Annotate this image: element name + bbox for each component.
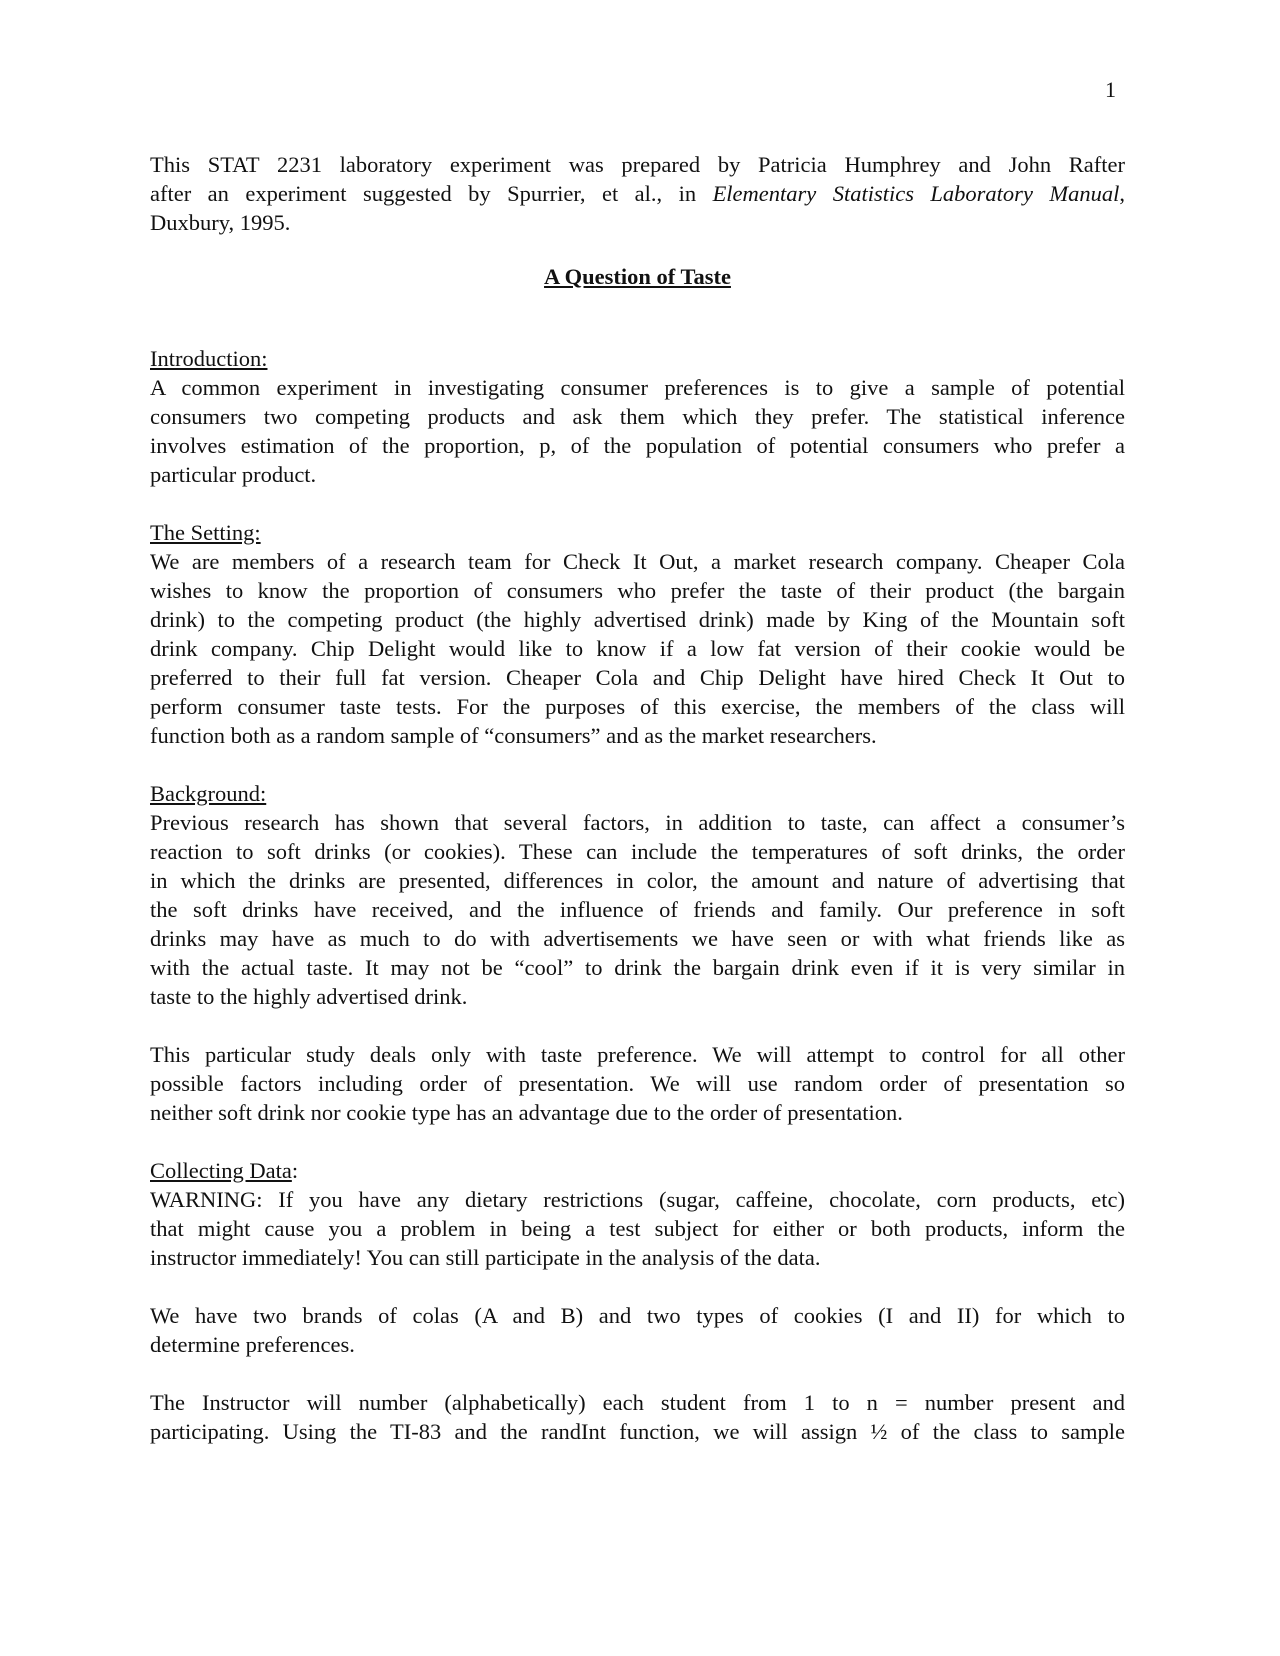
credit-line-1: This STAT 2231 laboratory experiment was prepared by Patricia Humphrey and John Rafter bbox=[150, 152, 1125, 177]
background-paragraph bbox=[150, 808, 1125, 1011]
spacer bbox=[150, 1127, 1125, 1156]
text-line: wishes to know the proportion of consumers who prefer the taste of their product (the bargain bbox=[150, 578, 1125, 603]
text-line: WARNING: If you have any dietary restrictions (sugar, caffeine, chocolate, corn products, etc) bbox=[150, 1187, 1125, 1212]
credit-line-3: Duxbury, 1995. bbox=[150, 210, 291, 235]
introduction-paragraph bbox=[150, 373, 1125, 489]
spacer bbox=[150, 1011, 1125, 1040]
setting-heading-text: The Setting: bbox=[150, 520, 261, 545]
text-line: taste to the highly advertised drink. bbox=[150, 984, 468, 1009]
spacer bbox=[150, 1272, 1125, 1301]
introduction-heading bbox=[150, 344, 1125, 373]
background-heading bbox=[150, 779, 1125, 808]
book-title: Elementary Statistics Laboratory Manual bbox=[712, 181, 1120, 206]
credit-line-2 bbox=[150, 179, 1125, 208]
text-line: perform consumer taste tests. For the purposes of this exercise, the members of the class will bbox=[150, 694, 1125, 719]
taste-study-paragraph bbox=[150, 1040, 1125, 1127]
text-line: drink company. Chip Delight would like to know if a low fat version of their cookie would be bbox=[150, 636, 1125, 661]
text-line: in which the drinks are presented, differences in color, the amount and nature of advertising that bbox=[150, 868, 1125, 893]
text-line: function both as a random sample of “consumers” and as the market researchers. bbox=[150, 723, 877, 748]
text-line: A common experiment in investigating consumer preferences is to give a sample of potential bbox=[150, 375, 1125, 400]
text-line: involves estimation of the proportion, p, of the population of potential consumers who prefer a bbox=[150, 433, 1125, 458]
text-line: participating. Using the TI-83 and the randInt function, we will assign ½ of the class to sample bbox=[150, 1419, 1125, 1444]
text-line: reaction to soft drinks (or cookies). These can include the temperatures of soft drinks, the order bbox=[150, 839, 1125, 864]
brands-paragraph bbox=[150, 1301, 1125, 1359]
introduction-heading-text: Introduction: bbox=[150, 346, 268, 371]
text-line: the soft drinks have received, and the influence of friends and family. Our preference in soft bbox=[150, 897, 1125, 922]
book-title-comma: , bbox=[1119, 181, 1125, 206]
page-title: A Question of Taste bbox=[544, 264, 731, 289]
text-line: determine preferences. bbox=[150, 1332, 355, 1357]
collecting-data-colon: : bbox=[291, 1158, 299, 1183]
text-line: preferred to their full fat version. Cheaper Cola and Chip Delight have hired Check It Out to bbox=[150, 665, 1125, 690]
spacer bbox=[150, 1359, 1125, 1388]
text-line: possible factors including order of presentation. We will use random order of presentation so bbox=[150, 1071, 1125, 1096]
credit-line-2-text: after an experiment suggested by Spurrier, et al., in bbox=[150, 181, 713, 206]
collecting-data-heading-text: Collecting Data bbox=[150, 1158, 292, 1183]
text-line: particular product. bbox=[150, 462, 317, 487]
text-line: with the actual taste. It may not be “cool” to drink the bargain drink even if it is very similar in bbox=[150, 955, 1125, 980]
spacer bbox=[150, 291, 1125, 344]
text-line: This particular study deals only with taste preference. We will attempt to control for all other bbox=[150, 1042, 1125, 1067]
text-line: The Instructor will number (alphabetically) each student from 1 to n = number present and bbox=[150, 1390, 1125, 1415]
page-number: 1 bbox=[1105, 77, 1116, 102]
warning-paragraph bbox=[150, 1185, 1125, 1272]
background-heading-text: Background: bbox=[150, 781, 267, 806]
text-line: drink) to the competing product (the highly advertised drink) made by King of the Mountain soft bbox=[150, 607, 1125, 632]
text-line: neither soft drink nor cookie type has an advantage due to the order of presentation. bbox=[150, 1100, 903, 1125]
text-line: consumers two competing products and ask them which they prefer. The statistical inference bbox=[150, 404, 1125, 429]
text-line: Previous research has shown that several factors, in addition to taste, can affect a consumer’s bbox=[150, 810, 1125, 835]
document-body bbox=[150, 150, 1125, 1446]
text-line: We are members of a research team for Check It Out, a market research company. Cheaper Cola bbox=[150, 549, 1125, 574]
text-line: that might cause you a problem in being a test subject for either or both products, inform the bbox=[150, 1216, 1125, 1241]
instructor-paragraph bbox=[150, 1388, 1125, 1446]
text-line: drinks may have as much to do with advertisements we have seen or with what friends like as bbox=[150, 926, 1125, 951]
setting-heading bbox=[150, 518, 1125, 547]
collecting-data-heading bbox=[150, 1156, 1125, 1185]
spacer bbox=[150, 750, 1125, 779]
setting-paragraph bbox=[150, 547, 1125, 750]
text-line: instructor immediately! You can still participate in the analysis of the data. bbox=[150, 1245, 821, 1270]
spacer bbox=[150, 489, 1125, 518]
text-line: We have two brands of colas (A and B) and two types of cookies (I and II) for which to bbox=[150, 1303, 1125, 1328]
credit-paragraph bbox=[150, 150, 1125, 237]
